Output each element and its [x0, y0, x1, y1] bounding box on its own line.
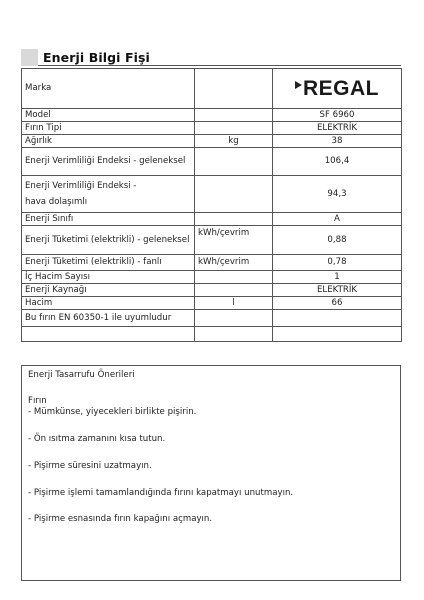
row-value [273, 310, 402, 327]
table-row [22, 148, 402, 176]
header-swatch [21, 49, 38, 66]
row-unit [195, 284, 273, 297]
row-label [22, 176, 195, 213]
spec-table [21, 68, 402, 342]
brand-name: REGAL [303, 76, 379, 100]
row-value: ELEKTRİK [273, 122, 402, 135]
row-label: Fırın Tipi [22, 122, 195, 135]
row-unit: kWh/çevrim [195, 255, 273, 271]
row-unit [195, 271, 273, 284]
table-row [22, 284, 402, 297]
tip-item: - Pişirme esnasında fırın kapağını açmayın. [28, 514, 213, 524]
row-label: Model [22, 109, 195, 122]
row-label: Bu fırın EN 60350-1 ile uyumludur [22, 310, 195, 327]
table-row [22, 310, 402, 327]
sheet-header [21, 49, 401, 67]
row-unit [195, 176, 273, 213]
row-unit: kWh/çevrim [195, 226, 273, 255]
tips-title: Enerji Tasarrufu Önerileri [28, 370, 135, 380]
sheet-title: Enerji Bilgi Fişi [43, 50, 150, 65]
table-row [22, 176, 402, 213]
row-label: Enerji Tüketimi (elektrikli) - geleneksel [22, 226, 195, 255]
row-label: Ağırlık [22, 135, 195, 148]
tip-item: - Pişirme işlemi tamamlandığında fırını kapatmayı unutmayın. [28, 488, 294, 498]
tip-item: - Mümkünse, yiyecekleri birlikte pişirin. [28, 407, 197, 417]
row-value: 106,4 [273, 148, 402, 176]
energy-saving-tips [21, 365, 401, 581]
row-label [22, 327, 195, 342]
brand-logo [276, 76, 398, 102]
row-unit [195, 148, 273, 176]
row-value [273, 327, 402, 342]
row-value: A [273, 213, 402, 226]
row-label: Enerji Sınıfı [22, 213, 195, 226]
row-unit [195, 327, 273, 342]
table-row [22, 271, 402, 284]
table-row [22, 297, 402, 310]
table-row [22, 69, 402, 109]
row-label-line-2: hava dolaşımlı [25, 197, 88, 207]
row-unit [195, 69, 273, 109]
row-label-line-1: Enerji Verimliliği Endeksi - [25, 180, 137, 191]
row-value: 94,3 [273, 176, 402, 213]
row-unit: l [195, 297, 273, 310]
row-value: 66 [273, 297, 402, 310]
table-row [22, 327, 402, 342]
row-label: Marka [22, 69, 195, 109]
row-value: 1 [273, 271, 402, 284]
row-unit [195, 109, 273, 122]
logo-triangle-icon [295, 81, 302, 89]
row-unit [195, 213, 273, 226]
row-unit: kg [195, 135, 273, 148]
row-label: İç Hacim Sayısı [22, 271, 195, 284]
table-row [22, 255, 402, 271]
tips-section-title: Fırın [28, 396, 47, 406]
table-row [22, 135, 402, 148]
row-label: Hacim [22, 297, 195, 310]
table-row [22, 213, 402, 226]
header-underline [38, 65, 401, 66]
row-label: Enerji Tüketimi (elektrikli) - fanlı [22, 255, 195, 271]
tip-item: - Pişirme süresini uzatmayın. [28, 461, 152, 471]
row-unit [195, 122, 273, 135]
row-value: SF 6960 [273, 109, 402, 122]
row-value: 38 [273, 135, 402, 148]
brand-cell [273, 69, 402, 109]
row-value: 0,88 [273, 226, 402, 255]
table-row [22, 109, 402, 122]
row-unit [195, 310, 273, 327]
tip-item: - Ön ısıtma zamanını kısa tutun. [28, 434, 166, 444]
row-label: Enerji Verimliliği Endeksi - geleneksel [22, 148, 195, 176]
row-label: Enerji Kaynağı [22, 284, 195, 297]
row-value: 0,78 [273, 255, 402, 271]
table-row [22, 122, 402, 135]
row-value: ELEKTRİK [273, 284, 402, 297]
table-row [22, 226, 402, 255]
